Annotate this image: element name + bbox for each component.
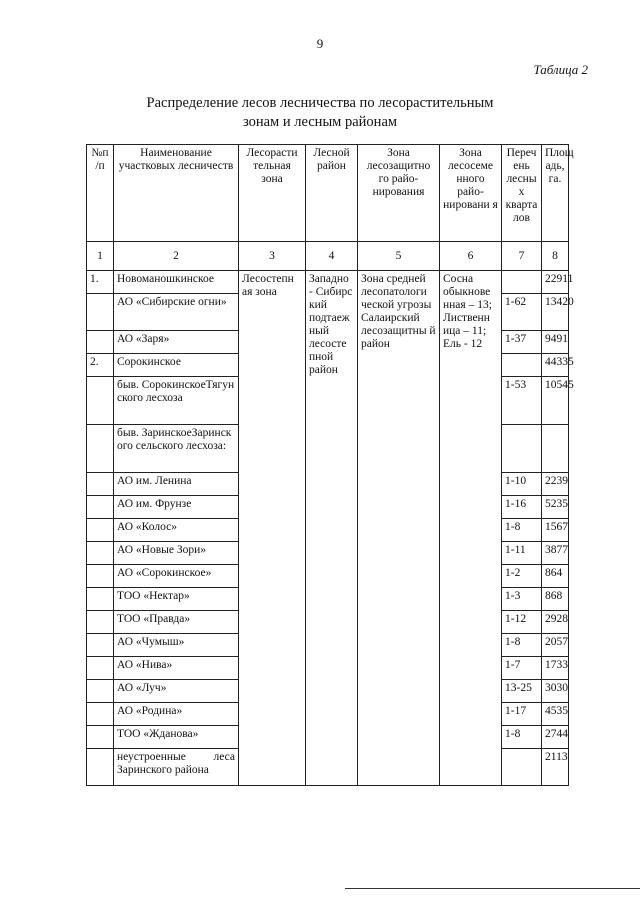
seed-zone-cell: Сосна обыкнове нная – 13; Лиственн ица – 11; Ель - 12 xyxy=(440,271,502,786)
row-number: 2. xyxy=(87,354,114,377)
area-cell: 9491 xyxy=(542,331,569,354)
area-cell xyxy=(542,425,569,473)
forestry-name: быв. СорокинскоеТягунского лесхоза xyxy=(114,377,239,425)
column-number: 4 xyxy=(306,242,358,271)
area-cell: 2744 xyxy=(542,726,569,749)
area-cell: 5235 xyxy=(542,496,569,519)
row-number xyxy=(87,634,114,657)
area-cell: 1733 xyxy=(542,657,569,680)
quarters-cell: 1-3 xyxy=(502,588,542,611)
quarters-cell: 13-25 xyxy=(502,680,542,703)
forestry-name: Сорокинское xyxy=(114,354,239,377)
row-number xyxy=(87,726,114,749)
quarters-cell: 1-8 xyxy=(502,726,542,749)
page-number: 9 xyxy=(316,36,324,51)
row-number xyxy=(87,588,114,611)
area-cell: 44335 xyxy=(542,354,569,377)
forestry-name: быв. ЗаринскоеЗаринского сельского лесхоза: xyxy=(114,425,239,473)
row-number xyxy=(87,657,114,680)
forestry-name: неустроенные леса Заринского района xyxy=(114,749,239,786)
area-cell: 2057 xyxy=(542,634,569,657)
title-line-2: зонам и лесным районам xyxy=(242,114,398,130)
quarters-cell: 1-11 xyxy=(502,542,542,565)
area-cell: 868 xyxy=(542,588,569,611)
quarters-cell: 1-53 xyxy=(502,377,542,425)
forestry-name: АО им. Фрунзе xyxy=(114,496,239,519)
area-cell: 3877 xyxy=(542,542,569,565)
forestry-name: АО им. Ленина xyxy=(114,473,239,496)
area-cell: 2239 xyxy=(542,473,569,496)
forestry-name: АО «Новые Зори» xyxy=(114,542,239,565)
row-number xyxy=(87,496,114,519)
header-cell: Зона лесозащитно го райо-нирования xyxy=(358,145,440,242)
area-cell: 4535 xyxy=(542,703,569,726)
area-cell: 1567 xyxy=(542,519,569,542)
forestry-name: АО «Луч» xyxy=(114,680,239,703)
quarters-cell xyxy=(502,354,542,377)
row-number xyxy=(87,473,114,496)
row-number xyxy=(87,519,114,542)
forest-district-cell: Западно - Сибирс кий подтаеж ный лесосте пной район xyxy=(306,271,358,786)
row-number xyxy=(87,565,114,588)
area-cell: 2928 xyxy=(542,611,569,634)
forestry-name: ТОО «Правда» xyxy=(114,611,239,634)
row-number xyxy=(87,611,114,634)
column-number: 2 xyxy=(114,242,239,271)
header-row xyxy=(87,145,569,242)
quarters-cell: 1-2 xyxy=(502,565,542,588)
quarters-cell: 1-8 xyxy=(502,519,542,542)
forestry-name: АО «Сорокинское» xyxy=(114,565,239,588)
column-number: 8 xyxy=(542,242,569,271)
forest-protection-zone-cell: Зона средней лесопатологи ческой угрозы Салаирский лесозащитны й район xyxy=(358,271,440,786)
column-number: 7 xyxy=(502,242,542,271)
quarters-cell: 1-8 xyxy=(502,634,542,657)
row-number xyxy=(87,703,114,726)
column-number-row xyxy=(87,242,569,271)
quarters-cell: 1-12 xyxy=(502,611,542,634)
row-number xyxy=(87,331,114,354)
forestry-name: АО «Родина» xyxy=(114,703,239,726)
table-row xyxy=(87,271,569,294)
header-cell: Зона лесосеме нного райо-нировани я xyxy=(440,145,502,242)
table-label: Таблица 2 xyxy=(533,62,588,77)
quarters-cell xyxy=(502,271,542,294)
quarters-cell xyxy=(502,749,542,786)
column-number: 5 xyxy=(358,242,440,271)
document-title xyxy=(110,94,530,132)
column-number: 3 xyxy=(239,242,306,271)
quarters-cell: 1-17 xyxy=(502,703,542,726)
forestry-name: ТОО «Жданова» xyxy=(114,726,239,749)
header-cell: Лесорасти тельная зона xyxy=(239,145,306,242)
column-number: 1 xyxy=(87,242,114,271)
forestry-name: АО «Чумыш» xyxy=(114,634,239,657)
row-number xyxy=(87,294,114,331)
header-cell: Лесной район xyxy=(306,145,358,242)
row-number xyxy=(87,680,114,703)
forestry-name: Новоманошкинское xyxy=(114,271,239,294)
forestry-name: АО «Сибирские огни» xyxy=(114,294,239,331)
area-cell: 22911 xyxy=(542,271,569,294)
row-number: 1. xyxy=(87,271,114,294)
quarters-cell: 1-7 xyxy=(502,657,542,680)
quarters-cell: 1-37 xyxy=(502,331,542,354)
row-number xyxy=(87,749,114,786)
header-cell: Наименование участковых лесничеств xyxy=(114,145,239,242)
forestry-name: ТОО «Нектар» xyxy=(114,588,239,611)
title-line-1: Распределение лесов лесничества по лесорастительным xyxy=(146,95,494,111)
quarters-cell: 1-16 xyxy=(502,496,542,519)
forestry-name: АО «Нива» xyxy=(114,657,239,680)
column-number: 6 xyxy=(440,242,502,271)
header-cell: Площ адь, га. xyxy=(542,145,569,242)
area-cell: 13420 xyxy=(542,294,569,331)
vegetation-zone-cell: Лесостепн ая зона xyxy=(239,271,306,786)
forestry-name: АО «Колос» xyxy=(114,519,239,542)
quarters-cell xyxy=(502,425,542,473)
forestry-name: АО «Заря» xyxy=(114,331,239,354)
quarters-cell: 1-62 xyxy=(502,294,542,331)
forest-distribution-table xyxy=(86,144,574,786)
area-cell: 3030 xyxy=(542,680,569,703)
header-cell: №п /п xyxy=(87,145,114,242)
row-number xyxy=(87,542,114,565)
area-cell: 864 xyxy=(542,565,569,588)
row-number xyxy=(87,377,114,425)
area-cell: 2113 xyxy=(542,749,569,786)
area-cell: 10545 xyxy=(542,377,569,425)
quarters-cell: 1-10 xyxy=(502,473,542,496)
row-number xyxy=(87,425,114,473)
header-cell: Переч ень лесны х кварта лов xyxy=(502,145,542,242)
bottom-rule xyxy=(345,888,640,889)
